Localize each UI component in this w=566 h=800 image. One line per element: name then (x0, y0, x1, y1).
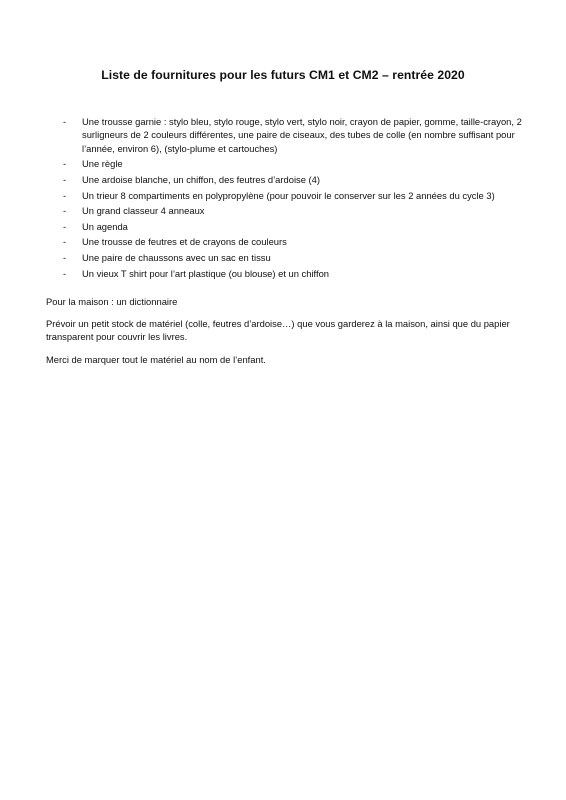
bullet-dash: - (63, 158, 67, 170)
bullet-dash: - (63, 220, 67, 232)
bullet-dash: - (63, 116, 67, 127)
list-item (63, 267, 533, 280)
list-item-text: Un vieux T shirt pour l’art plastique (ou blouse) et un chiffon (82, 267, 330, 279)
paragraph-home-stock: Prévoir un petit stock de matériel (colle, feutres d’ardoise…) que vous garderez à la maison, ainsi que du papier transparent pour couvrir les livres. (46, 318, 510, 343)
list-item-text: Un agenda (82, 220, 128, 232)
list-item-text: Un grand classeur 4 anneaux (82, 205, 205, 217)
list-item (63, 157, 533, 170)
list-item-text: Une règle (82, 158, 123, 170)
bullet-dash: - (63, 236, 67, 248)
bullet-dash: - (63, 205, 67, 217)
list-item (63, 204, 533, 217)
bullet-dash: - (63, 251, 67, 263)
list-item (63, 173, 533, 186)
supply-list (63, 115, 533, 282)
list-item (63, 220, 533, 233)
list-item (63, 189, 533, 202)
bullet-dash: - (63, 174, 67, 185)
list-item (63, 235, 533, 248)
list-item (63, 251, 533, 264)
document-title: Liste de fournitures pour les futurs CM1 et CM2 – rentrée 2020 (101, 68, 465, 82)
bullet-dash: - (63, 189, 67, 201)
list-item-text: Une trousse garnie : stylo bleu, stylo rouge, stylo vert, stylo noir, crayon de papier, gomme, taille-crayon, 2 surligneurs de 2 couleurs différentes, une paire de ciseaux, des tubes de colle (en nombre suffisant pour l’année, environ 6), (stylo-plume et cartouches) (82, 116, 522, 154)
list-item (63, 115, 533, 155)
bullet-dash: - (63, 267, 67, 279)
list-item-text: Une ardoise blanche, un chiffon, des feutres d’ardoise (4) (82, 174, 320, 185)
list-item-text: Un trieur 8 compartiments en polypropylène (pour pouvoir le conserver sur les 2 années du cycle 3) (82, 189, 495, 201)
paragraph-dictionary: Pour la maison : un dictionnaire (46, 296, 178, 307)
list-item-text: Une paire de chaussons avec un sac en tissu (82, 251, 271, 263)
list-item-text: Une trousse de feutres et de crayons de couleurs (82, 236, 287, 248)
paragraph-label-material: Merci de marquer tout le matériel au nom de l’enfant. (46, 354, 266, 365)
